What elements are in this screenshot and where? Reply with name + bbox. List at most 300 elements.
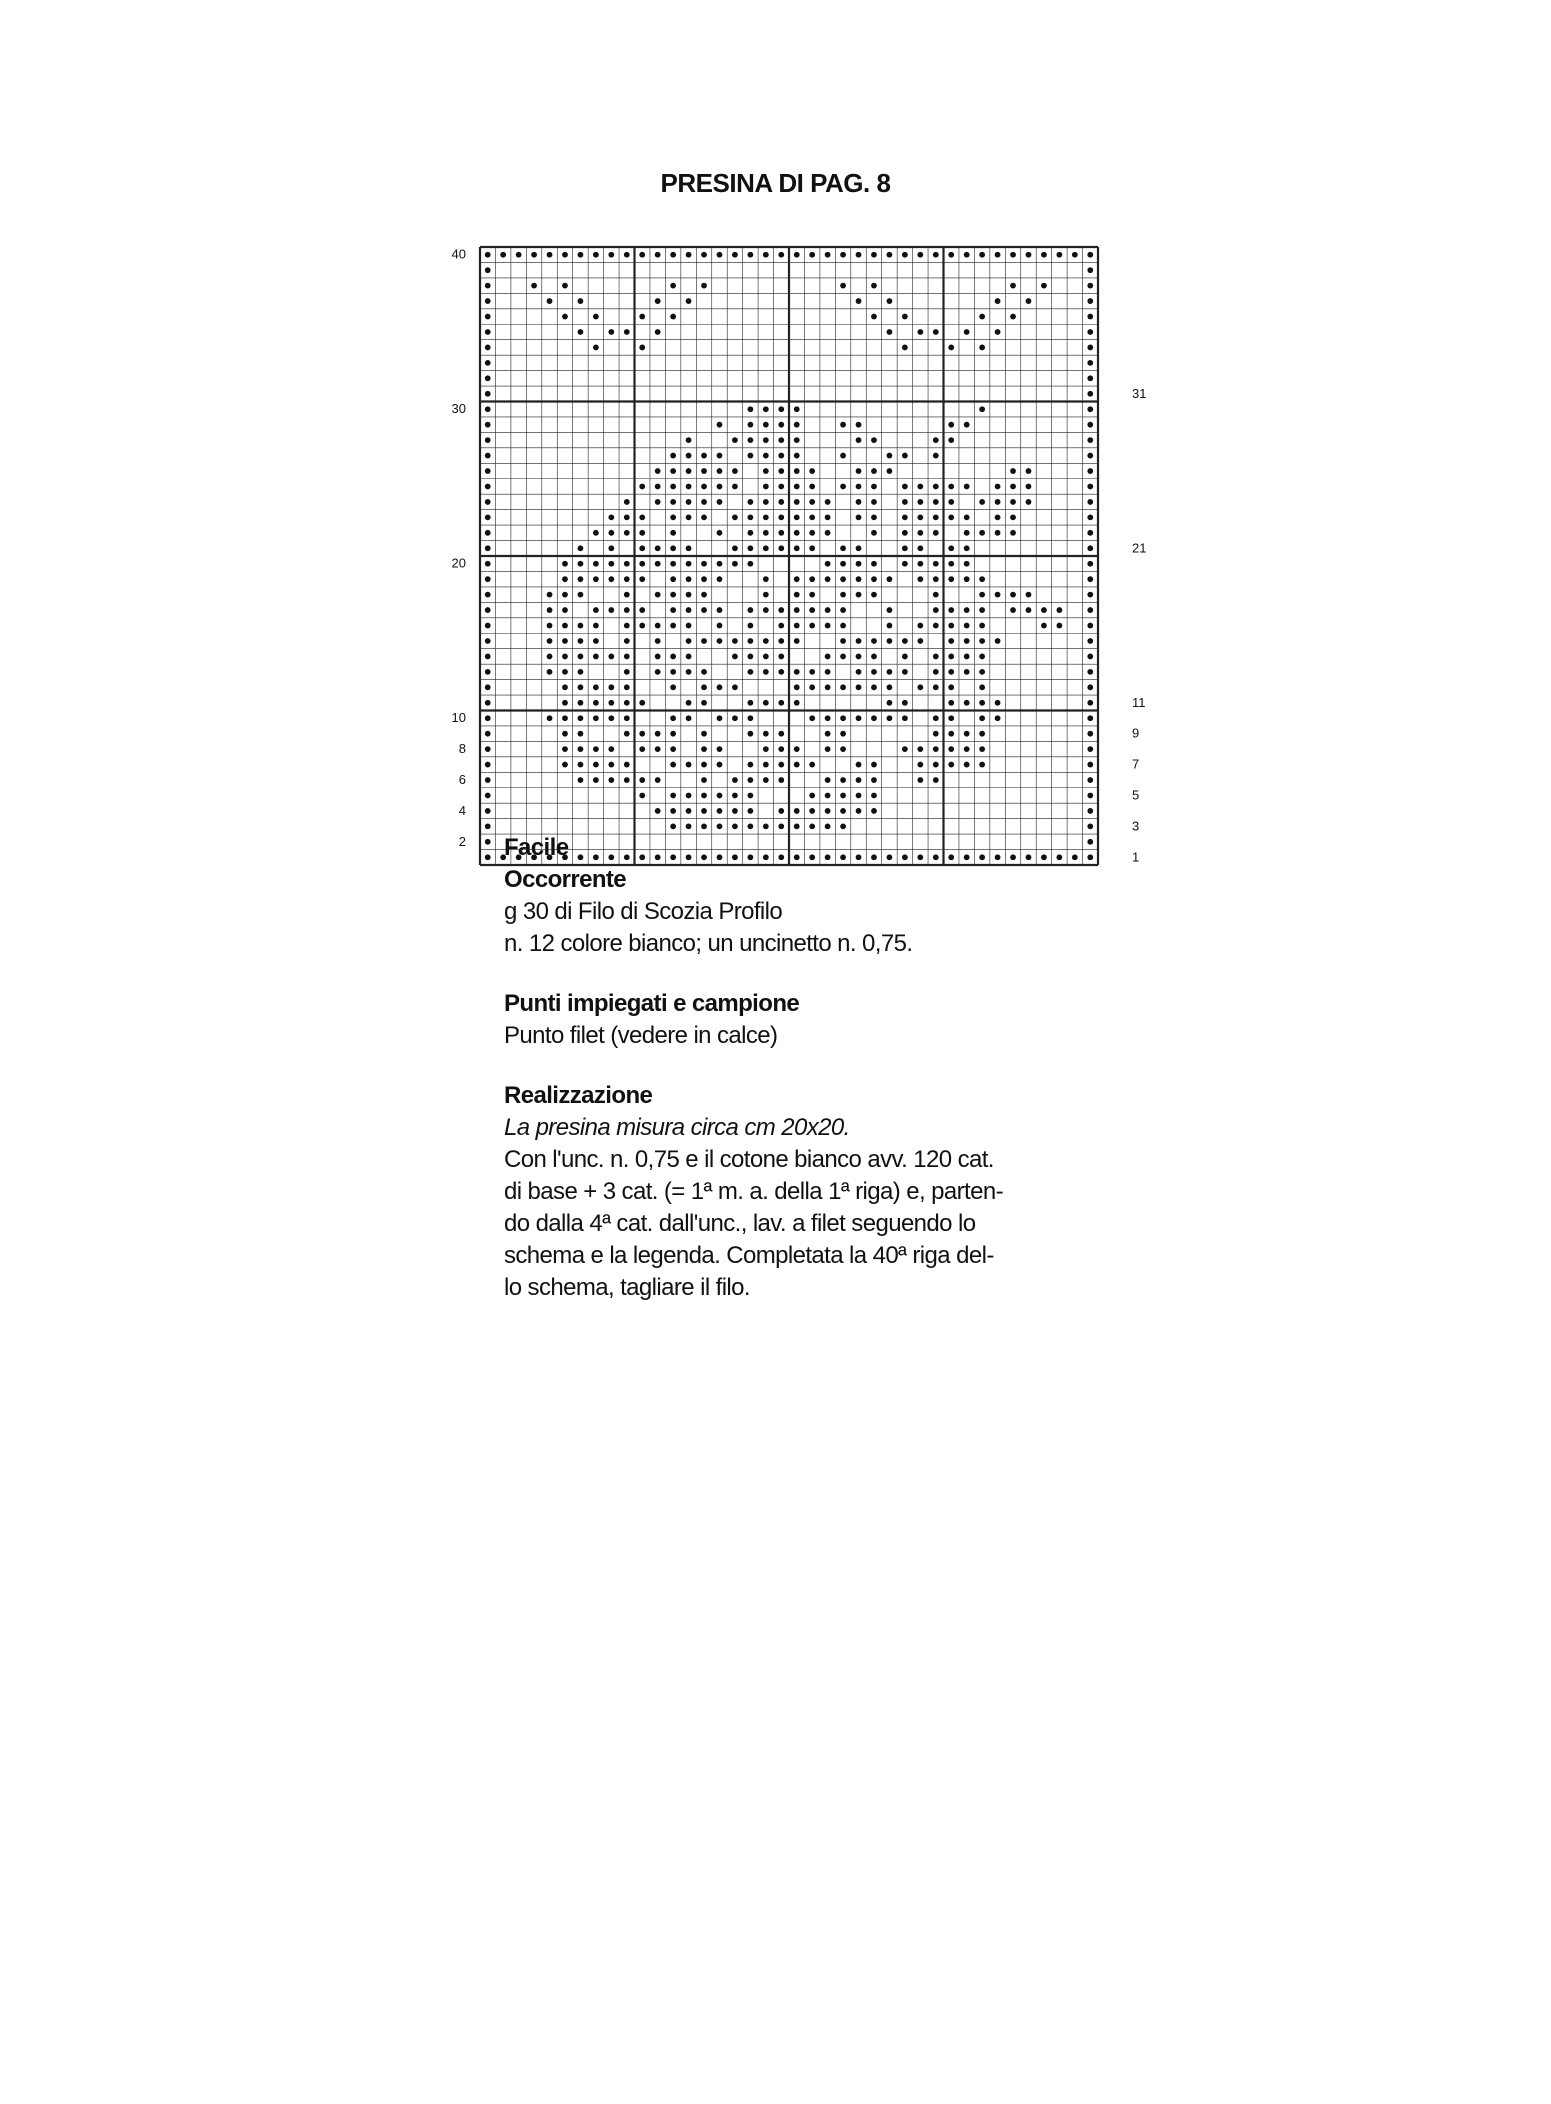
filled-cell-dot	[809, 545, 815, 551]
filled-cell-dot	[1010, 484, 1016, 490]
filled-cell-dot	[964, 545, 970, 551]
filled-cell-dot	[686, 437, 692, 443]
filled-cell-dot	[686, 592, 692, 598]
filled-cell-dot	[933, 607, 939, 613]
filled-cell-dot	[995, 298, 1001, 304]
filled-cell-dot	[593, 530, 599, 536]
filled-cell-dot	[887, 623, 893, 629]
filled-cell-dot	[593, 762, 599, 768]
filled-cell-dot	[948, 437, 954, 443]
filled-cell-dot	[794, 422, 800, 428]
filled-cell-dot	[979, 746, 985, 752]
filled-cell-dot	[485, 530, 491, 536]
filled-cell-dot	[639, 700, 645, 706]
filled-cell-dot	[979, 345, 985, 351]
filled-cell-dot	[655, 638, 661, 644]
filled-cell-dot	[593, 623, 599, 629]
filled-cell-dot	[593, 576, 599, 582]
filled-cell-dot	[485, 762, 491, 768]
filled-cell-dot	[747, 422, 753, 428]
filled-cell-dot	[794, 499, 800, 505]
filled-cell-dot	[1087, 684, 1093, 690]
filled-cell-dot	[485, 854, 491, 860]
filled-cell-dot	[485, 391, 491, 397]
filled-cell-dot	[670, 607, 676, 613]
filled-cell-dot	[948, 345, 954, 351]
row-number-right: 31	[1132, 385, 1147, 401]
filled-cell-dot	[902, 700, 908, 706]
filled-cell-dot	[578, 592, 584, 598]
filled-cell-dot	[840, 808, 846, 814]
filled-cell-dot	[964, 700, 970, 706]
filled-cell-dot	[1087, 700, 1093, 706]
filled-cell-dot	[948, 654, 954, 660]
filled-cell-dot	[825, 561, 831, 567]
filled-cell-dot	[717, 823, 723, 829]
filled-cell-dot	[701, 592, 707, 598]
filled-cell-dot	[948, 669, 954, 675]
filled-cell-dot	[608, 561, 614, 567]
filled-cell-dot	[902, 345, 908, 351]
filled-cell-dot	[917, 684, 923, 690]
filled-cell-dot	[871, 283, 877, 289]
filled-cell-dot	[1087, 252, 1093, 258]
filled-cell-dot	[979, 715, 985, 721]
filled-cell-dot	[1087, 375, 1093, 381]
filled-cell-dot	[717, 746, 723, 752]
filled-cell-dot	[732, 514, 738, 520]
filled-cell-dot	[747, 823, 753, 829]
filled-cell-dot	[701, 514, 707, 520]
filled-cell-dot	[485, 623, 491, 629]
filled-cell-dot	[1087, 777, 1093, 783]
filled-cell-dot	[778, 514, 784, 520]
filled-cell-dot	[887, 576, 893, 582]
filled-cell-dot	[948, 623, 954, 629]
filled-cell-dot	[840, 746, 846, 752]
filled-cell-dot	[917, 623, 923, 629]
filled-cell-dot	[763, 484, 769, 490]
filled-cell-dot	[809, 252, 815, 258]
filled-cell-dot	[639, 731, 645, 737]
filled-cell-dot	[887, 684, 893, 690]
filled-cell-dot	[887, 715, 893, 721]
filled-cell-dot	[778, 746, 784, 752]
filled-cell-dot	[686, 561, 692, 567]
filled-cell-dot	[778, 252, 784, 258]
filled-cell-dot	[547, 654, 553, 660]
filled-cell-dot	[701, 700, 707, 706]
filled-cell-dot	[871, 654, 877, 660]
filled-cell-dot	[593, 746, 599, 752]
filled-cell-dot	[578, 561, 584, 567]
filled-cell-dot	[933, 484, 939, 490]
filled-cell-dot	[933, 684, 939, 690]
filled-cell-dot	[670, 576, 676, 582]
filled-cell-dot	[871, 777, 877, 783]
filled-cell-dot	[948, 422, 954, 428]
filled-cell-dot	[856, 499, 862, 505]
filled-cell-dot	[747, 406, 753, 412]
filled-cell-dot	[701, 777, 707, 783]
filled-cell-dot	[948, 484, 954, 490]
filled-cell-dot	[1026, 484, 1032, 490]
filled-cell-dot	[485, 638, 491, 644]
filled-cell-dot	[732, 638, 738, 644]
filled-cell-dot	[840, 545, 846, 551]
filled-cell-dot	[979, 638, 985, 644]
filled-cell-dot	[639, 793, 645, 799]
filled-cell-dot	[856, 576, 862, 582]
filled-cell-dot	[701, 762, 707, 768]
filled-cell-dot	[670, 762, 676, 768]
filled-cell-dot	[979, 314, 985, 320]
filled-cell-dot	[1087, 499, 1093, 505]
filled-cell-dot	[933, 576, 939, 582]
filled-cell-dot	[995, 329, 1001, 335]
filled-cell-dot	[794, 746, 800, 752]
filled-cell-dot	[871, 669, 877, 675]
filled-cell-dot	[917, 530, 923, 536]
filled-cell-dot	[763, 499, 769, 505]
row-number-right: 5	[1132, 787, 1140, 803]
filled-cell-dot	[794, 437, 800, 443]
filled-cell-dot	[964, 746, 970, 752]
filled-cell-dot	[871, 684, 877, 690]
filled-cell-dot	[902, 561, 908, 567]
filled-cell-dot	[485, 298, 491, 304]
filled-cell-dot	[562, 592, 568, 598]
filled-cell-dot	[670, 453, 676, 459]
filled-cell-dot	[902, 484, 908, 490]
filled-cell-dot	[670, 793, 676, 799]
filled-cell-dot	[856, 484, 862, 490]
filled-cell-dot	[747, 808, 753, 814]
filled-cell-dot	[979, 684, 985, 690]
filled-cell-dot	[871, 715, 877, 721]
filled-cell-dot	[778, 607, 784, 613]
filled-cell-dot	[547, 607, 553, 613]
filled-cell-dot	[825, 607, 831, 613]
filled-cell-dot	[624, 607, 630, 613]
filled-cell-dot	[485, 422, 491, 428]
filled-cell-dot	[1087, 669, 1093, 675]
filled-cell-dot	[593, 561, 599, 567]
filled-cell-dot	[1087, 793, 1093, 799]
filled-cell-dot	[578, 731, 584, 737]
filled-cell-dot	[747, 669, 753, 675]
filled-cell-dot	[485, 468, 491, 474]
filled-cell-dot	[964, 638, 970, 644]
filled-cell-dot	[485, 700, 491, 706]
instructions-text	[504, 832, 1104, 1304]
filled-cell-dot	[871, 437, 877, 443]
filled-cell-dot	[794, 669, 800, 675]
filled-cell-dot	[578, 298, 584, 304]
filled-cell-dot	[809, 607, 815, 613]
filled-cell-dot	[608, 777, 614, 783]
filled-cell-dot	[871, 252, 877, 258]
filled-cell-dot	[608, 762, 614, 768]
filled-cell-dot	[871, 468, 877, 474]
filled-cell-dot	[809, 592, 815, 598]
filled-cell-dot	[717, 793, 723, 799]
filled-cell-dot	[933, 499, 939, 505]
filled-cell-dot	[825, 746, 831, 752]
filled-cell-dot	[778, 499, 784, 505]
filled-cell-dot	[655, 654, 661, 660]
filled-cell-dot	[670, 530, 676, 536]
filled-cell-dot	[747, 545, 753, 551]
filled-cell-dot	[778, 484, 784, 490]
filled-cell-dot	[1010, 252, 1016, 258]
filled-cell-dot	[856, 654, 862, 660]
filled-cell-dot	[670, 468, 676, 474]
row-number-left: 2	[458, 833, 466, 849]
filled-cell-dot	[500, 252, 506, 258]
filled-cell-dot	[655, 561, 661, 567]
filled-cell-dot	[670, 514, 676, 520]
filled-cell-dot	[871, 808, 877, 814]
filled-cell-dot	[1010, 592, 1016, 598]
filled-cell-dot	[732, 715, 738, 721]
filled-cell-dot	[948, 731, 954, 737]
filled-cell-dot	[794, 252, 800, 258]
filled-cell-dot	[778, 654, 784, 660]
filled-cell-dot	[717, 607, 723, 613]
filled-cell-dot	[1010, 607, 1016, 613]
filled-cell-dot	[593, 607, 599, 613]
filled-cell-dot	[964, 484, 970, 490]
filled-cell-dot	[840, 823, 846, 829]
filled-cell-dot	[856, 514, 862, 520]
filled-cell-dot	[655, 669, 661, 675]
filled-cell-dot	[670, 545, 676, 551]
filled-cell-dot	[964, 607, 970, 613]
filled-cell-dot	[763, 422, 769, 428]
filled-cell-dot	[639, 345, 645, 351]
filled-cell-dot	[485, 267, 491, 273]
instructions-heading: Realizzazione	[504, 1082, 653, 1109]
filled-cell-dot	[1026, 468, 1032, 474]
filled-cell-dot	[887, 669, 893, 675]
filled-cell-dot	[933, 623, 939, 629]
filled-cell-dot	[856, 437, 862, 443]
filled-cell-dot	[1026, 607, 1032, 613]
filled-cell-dot	[763, 746, 769, 752]
filled-cell-dot	[670, 283, 676, 289]
filled-cell-dot	[794, 700, 800, 706]
filled-cell-dot	[933, 453, 939, 459]
filled-cell-dot	[794, 406, 800, 412]
filled-cell-dot	[871, 499, 877, 505]
filled-cell-dot	[778, 468, 784, 474]
filled-cell-dot	[763, 530, 769, 536]
filled-cell-dot	[763, 545, 769, 551]
filled-cell-dot	[1056, 252, 1062, 258]
filled-cell-dot	[917, 499, 923, 505]
materials-line: n. 12 colore bianco; un uncinetto n. 0,75.	[504, 930, 913, 957]
filled-cell-dot	[763, 731, 769, 737]
filled-cell-dot	[902, 669, 908, 675]
row-number-left: 20	[451, 555, 466, 571]
filled-cell-dot	[840, 576, 846, 582]
filled-cell-dot	[562, 623, 568, 629]
filled-cell-dot	[979, 654, 985, 660]
filled-cell-dot	[979, 499, 985, 505]
filled-cell-dot	[995, 499, 1001, 505]
row-number-right: 11	[1132, 694, 1146, 710]
filled-cell-dot	[1056, 623, 1062, 629]
filled-cell-dot	[933, 669, 939, 675]
filled-cell-dot	[1087, 437, 1093, 443]
filled-cell-dot	[856, 298, 862, 304]
filled-cell-dot	[701, 252, 707, 258]
filled-cell-dot	[578, 638, 584, 644]
filled-cell-dot	[608, 607, 614, 613]
filled-cell-dot	[809, 499, 815, 505]
filled-cell-dot	[840, 654, 846, 660]
filled-cell-dot	[1087, 484, 1093, 490]
filled-cell-dot	[639, 777, 645, 783]
filled-cell-dot	[933, 715, 939, 721]
filled-cell-dot	[856, 808, 862, 814]
filled-cell-dot	[917, 576, 923, 582]
filled-cell-dot	[624, 700, 630, 706]
filled-cell-dot	[763, 406, 769, 412]
filled-cell-dot	[624, 654, 630, 660]
filled-cell-dot	[825, 252, 831, 258]
filled-cell-dot	[840, 607, 846, 613]
filled-cell-dot	[902, 530, 908, 536]
filled-cell-dot	[639, 561, 645, 567]
filled-cell-dot	[639, 484, 645, 490]
filled-cell-dot	[979, 669, 985, 675]
filled-cell-dot	[1056, 607, 1062, 613]
filled-cell-dot	[763, 654, 769, 660]
instructions-line: schema e la legenda. Completata la 40ª riga del-	[504, 1242, 994, 1269]
filled-cell-dot	[1087, 514, 1093, 520]
filled-cell-dot	[732, 252, 738, 258]
filled-cell-dot	[948, 638, 954, 644]
filled-cell-dot	[562, 576, 568, 582]
filled-cell-dot	[578, 576, 584, 582]
filled-cell-dot	[732, 684, 738, 690]
filled-cell-dot	[578, 700, 584, 706]
filled-cell-dot	[763, 576, 769, 582]
filled-cell-dot	[1087, 638, 1093, 644]
filled-cell-dot	[701, 283, 707, 289]
filled-cell-dot	[562, 700, 568, 706]
row-number-left: 8	[458, 741, 466, 757]
filled-cell-dot	[979, 252, 985, 258]
filled-cell-dot	[531, 252, 537, 258]
filled-cell-dot	[624, 762, 630, 768]
filled-cell-dot	[964, 669, 970, 675]
filled-cell-dot	[670, 252, 676, 258]
filled-cell-dot	[655, 746, 661, 752]
filled-cell-dot	[871, 576, 877, 582]
filled-cell-dot	[732, 545, 738, 551]
filled-cell-dot	[562, 561, 568, 567]
filled-cell-dot	[948, 545, 954, 551]
filled-cell-dot	[1010, 499, 1016, 505]
filled-cell-dot	[809, 576, 815, 582]
filled-cell-dot	[995, 484, 1001, 490]
filled-cell-dot	[485, 576, 491, 582]
filled-cell-dot	[933, 762, 939, 768]
filled-cell-dot	[747, 607, 753, 613]
filled-cell-dot	[485, 437, 491, 443]
filled-cell-dot	[856, 422, 862, 428]
filled-cell-dot	[593, 252, 599, 258]
filled-cell-dot	[1087, 762, 1093, 768]
filled-cell-dot	[578, 669, 584, 675]
filled-cell-dot	[717, 252, 723, 258]
filled-cell-dot	[485, 793, 491, 799]
filled-cell-dot	[1010, 514, 1016, 520]
filled-cell-dot	[809, 823, 815, 829]
filled-cell-dot	[933, 437, 939, 443]
filled-cell-dot	[887, 252, 893, 258]
filled-cell-dot	[624, 777, 630, 783]
filled-cell-dot	[856, 252, 862, 258]
filled-cell-dot	[1087, 422, 1093, 428]
filled-cell-dot	[1010, 283, 1016, 289]
filled-cell-dot	[686, 700, 692, 706]
filled-cell-dot	[778, 406, 784, 412]
filled-cell-dot	[608, 715, 614, 721]
filled-cell-dot	[639, 623, 645, 629]
filled-cell-dot	[562, 746, 568, 752]
row-number-left: 4	[458, 802, 466, 818]
filled-cell-dot	[747, 252, 753, 258]
filled-cell-dot	[717, 561, 723, 567]
filled-cell-dot	[902, 715, 908, 721]
filled-cell-dot	[794, 592, 800, 598]
filled-cell-dot	[778, 545, 784, 551]
filled-cell-dot	[778, 437, 784, 443]
filled-cell-dot	[887, 607, 893, 613]
filled-cell-dot	[639, 314, 645, 320]
filled-cell-dot	[655, 808, 661, 814]
filled-cell-dot	[794, 484, 800, 490]
filled-cell-dot	[1087, 283, 1093, 289]
filled-cell-dot	[825, 576, 831, 582]
filled-cell-dot	[964, 762, 970, 768]
filled-cell-dot	[856, 545, 862, 551]
filled-cell-dot	[655, 329, 661, 335]
filled-cell-dot	[964, 530, 970, 536]
filled-cell-dot	[1087, 715, 1093, 721]
filled-cell-dot	[562, 314, 568, 320]
filled-cell-dot	[948, 607, 954, 613]
filled-cell-dot	[964, 576, 970, 582]
filled-cell-dot	[871, 638, 877, 644]
filled-cell-dot	[562, 715, 568, 721]
filled-cell-dot	[948, 762, 954, 768]
stitches-heading: Punti impiegati e campione	[504, 990, 800, 1017]
filled-cell-dot	[686, 514, 692, 520]
filled-cell-dot	[747, 762, 753, 768]
filled-cell-dot	[639, 545, 645, 551]
filled-cell-dot	[1087, 406, 1093, 412]
filled-cell-dot	[578, 654, 584, 660]
filled-cell-dot	[794, 607, 800, 613]
filled-cell-dot	[701, 669, 707, 675]
filled-cell-dot	[593, 715, 599, 721]
filled-cell-dot	[608, 530, 614, 536]
